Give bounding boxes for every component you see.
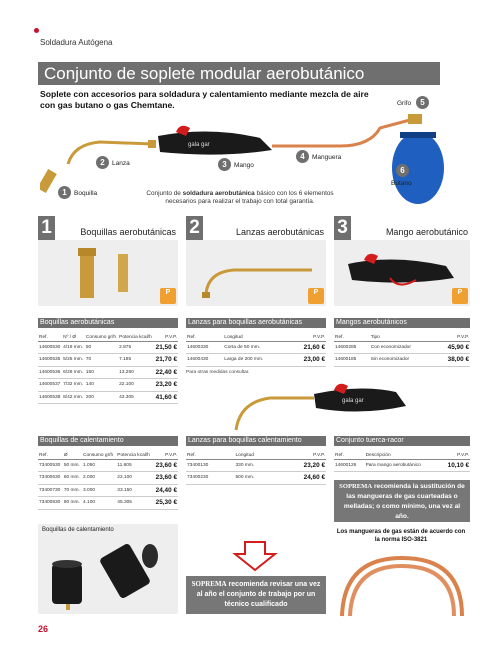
table-header-cell: Longitud	[223, 328, 288, 341]
price-cell: 23,60 €	[153, 459, 178, 472]
product-badge: P	[160, 288, 176, 304]
table-header-cell: P.V.P.	[153, 446, 178, 459]
svg-text:gala gar: gala gar	[342, 398, 364, 404]
table-boquillas-aerobutanicas: Boquillas aerobutánicas Ref. Nº / Ø Consumo gr/h Potencia kcal/h P.V.P. 14600530 4/19 mm. 50 2.875 21,50 € 14600535 5/25 mm. 70 7.185 21,70 € 14600536 6/29 mm. 150 13.260 22,40 € 14600537 7/32 mm. 140 22.100 23,20 € 14600538 8/42 mm. 200 43.305 41,60 €	[38, 318, 178, 404]
callout-2: 2	[96, 156, 109, 169]
table-cell: 4/19 mm.	[62, 341, 85, 354]
hose-norm-text: Los mangueras de gas están de acuerdo con la norma ISO-3821	[336, 529, 466, 543]
table-header-cell: Consumo gr/h	[82, 446, 116, 459]
table-cell: 7/32 mm.	[62, 379, 85, 392]
table-header-cell: P.V.P.	[154, 328, 178, 341]
table-cell: 73400530	[38, 459, 63, 472]
table-header-cell: Ref.	[334, 328, 370, 341]
table-cell: 5/25 mm.	[62, 354, 85, 367]
hose-shape	[272, 120, 410, 146]
price-cell: 22,40 €	[154, 366, 178, 379]
product-badge: P	[308, 288, 324, 304]
table-header-cell: Nº / Ø	[62, 328, 85, 341]
table-cell: Larga de 200 mm.	[223, 354, 288, 367]
price-cell: 21,70 €	[154, 354, 178, 367]
product-image-mango	[334, 240, 470, 306]
arrow-down-icon	[232, 540, 278, 572]
table-cell: 45.305	[116, 497, 153, 510]
table-row	[334, 341, 470, 354]
callout-3-label: Mango	[234, 162, 254, 169]
page-subtitle: Soplete con accesorios para soldadura y calentamiento mediante mezcla de aire con gas butano o gas Chemtane.	[40, 89, 369, 110]
table-row	[334, 459, 470, 472]
table-header-cell: Consumo gr/h	[85, 328, 118, 341]
brand-dot	[34, 28, 39, 33]
callout-4-label: Manguera	[312, 154, 342, 161]
table-cell: 22.100	[118, 379, 154, 392]
valve-shape	[408, 114, 422, 124]
category-lanzas: 2 Lanzas aerobutánicas	[186, 222, 326, 242]
section-label: Soldadura Autógena	[40, 38, 113, 47]
table-cell: Corta de 50 mm.	[223, 341, 288, 354]
table-cell: 14600285	[334, 341, 370, 354]
table-header-cell: Descripción	[365, 446, 440, 459]
table-cell: 3.000	[82, 484, 116, 497]
category-boquillas: 1 Boquillas aerobutánicas	[38, 222, 178, 242]
price-cell: 45,90 €	[434, 341, 470, 354]
product-image-boquillas	[38, 240, 178, 306]
table-cell: 330 mm.	[235, 459, 278, 472]
table-cell: 73400630	[38, 472, 63, 485]
table-cell: 14600185	[334, 354, 370, 367]
price-cell: 23,20 €	[154, 379, 178, 392]
table-cell: 43.305	[118, 391, 154, 404]
price-cell: 23,20 €	[277, 459, 326, 472]
page-number: 26	[38, 624, 49, 634]
category-mango: 3 Mango aerobutánico	[334, 222, 470, 242]
table-row	[38, 379, 178, 392]
table-cell: 73400830	[38, 497, 63, 510]
callout-6: 6	[396, 164, 409, 177]
table-cell: 80 mm.	[63, 497, 82, 510]
table-lanzas-aerobutanicas: Lanzas para boquillas aerobutánicas Ref. Longitud P.V.P. 14600330 Corta de 50 mm. 21,60 € 14600430 Larga de 200 mm. 23,00 € Para otras medidas consultar.	[186, 319, 325, 375]
table-row	[38, 497, 178, 510]
svg-text:gala gar: gala gar	[188, 142, 210, 148]
table-header-cell: Ref.	[38, 446, 63, 459]
table-cell: 200	[85, 391, 118, 404]
table-cell: 150	[85, 366, 118, 379]
table-cell: Sin economizador	[370, 354, 435, 367]
price-cell: 41,60 €	[154, 391, 178, 404]
callout-1-label: Boquilla	[74, 190, 98, 197]
callout-3: 3	[218, 158, 231, 171]
table-header-cell: Potencia kcal/h	[118, 328, 154, 341]
table-row	[38, 472, 178, 485]
table-header-cell: Ref.	[334, 446, 365, 459]
table-row	[186, 341, 326, 354]
price-cell: 10,10 €	[439, 459, 470, 472]
table-cell: 14600430	[186, 354, 223, 367]
callout-5-label: Grifo	[397, 100, 412, 107]
table-row	[186, 472, 326, 485]
table-cell: 7.185	[118, 354, 154, 367]
table-tuerca-racor: Conjunto tuerca-racor Ref. Descripción P.V.P. 14600126 Para mango aerobutánico 10,10 €	[334, 436, 470, 472]
callout-6-label: Butano	[391, 180, 412, 187]
table-header-cell: P.V.P.	[289, 328, 326, 341]
table-row	[38, 391, 178, 404]
table-row	[334, 354, 470, 367]
table-header-cell: Ø	[63, 446, 82, 459]
table-cell: 2.875	[118, 341, 154, 354]
callout-2-label: Lanza	[112, 160, 130, 167]
callout-4: 4	[296, 150, 309, 163]
price-cell: 23,00 €	[289, 354, 326, 367]
table-row	[38, 354, 178, 367]
gas-hose-illustration	[334, 548, 470, 618]
lance-shape	[68, 142, 152, 164]
table-header-cell: P.V.P.	[439, 446, 470, 459]
table-cell: 14600530	[38, 341, 62, 354]
table-row	[186, 459, 326, 472]
table-cell: 4.100	[82, 497, 116, 510]
table-cell: 6/29 mm.	[62, 366, 85, 379]
table-cell: 73400230	[186, 472, 235, 485]
price-cell: 38,00 €	[434, 354, 470, 367]
table-row	[38, 366, 178, 379]
table-header-cell: Tipo	[370, 328, 435, 341]
intro-text: Conjunto de soldadura aerobutánica básico con los 6 elementos necesarios para realizar el trabajo con total garantía.	[146, 190, 334, 205]
table-cell: 14600538	[38, 391, 62, 404]
table-mangos-aerobutanicos: Mangos aerobutánicos Ref. Tipo P.V.P. 14600285 Con economizador 45,90 € 14600185 Sin economizador 38,00 €	[334, 318, 470, 367]
table-cell: 14600126	[334, 459, 365, 472]
table-row	[38, 459, 178, 472]
table-cell: 500 mm.	[235, 472, 278, 485]
table-cell: 70 mm.	[63, 484, 82, 497]
notice-hoses: SOPREMA recomienda la sustitución de las mangueras de gas cuarteadas o melladas; o como mínimo, una vez al año.	[334, 480, 470, 522]
table-cell: 50 mm.	[63, 459, 82, 472]
table-header-cell: P.V.P.	[434, 328, 470, 341]
table-cell: 73400130	[186, 459, 235, 472]
table-header-cell: Ref.	[186, 446, 235, 459]
table-cell: 13.260	[118, 366, 154, 379]
notice-review: SOPREMA recomienda revisar una vez al año el conjunto de trabajo por un técnico cualificado	[186, 576, 326, 614]
table-cell: Para mango aerobutánico	[365, 459, 440, 472]
product-image-lanzas	[186, 240, 326, 306]
table-cell: 8/42 mm.	[62, 391, 85, 404]
table-row	[186, 354, 326, 367]
table-row	[38, 484, 178, 497]
table-header-cell: Ref.	[38, 328, 62, 341]
page-title: Conjunto de soplete modular aerobutánico	[38, 62, 440, 85]
price-cell: 21,50 €	[154, 341, 178, 354]
table-row	[38, 341, 178, 354]
table-cell: 14600535	[38, 354, 62, 367]
table-lanzas-calentamiento: Lanzas para boquillas calentamiento Ref. Longitud P.V.P. 73400130 330 mm. 23,20 € 73400230 500 mm. 24,60 €	[186, 436, 326, 485]
table-cell: 50	[85, 341, 118, 354]
price-cell: 25,30 €	[153, 497, 178, 510]
lanzas-note: Para otras medidas consultar.	[186, 369, 250, 375]
table-boquillas-calentamiento: Boquillas de calentamiento Ref. Ø Consumo gr/h Potencia kcal/h P.V.P. 73400530 50 mm. 1.050 11.605 23,60 € 73400630 60 mm. 2.000 22.100 23,60 € 73400730 70 mm. 3.000 33.150 24,40 € 73400830 80 mm. 4.100 45.305 25,30 €	[38, 436, 178, 510]
table-header-cell: Longitud	[235, 446, 278, 459]
table-cell: 11.605	[116, 459, 153, 472]
table-cell: 140	[85, 379, 118, 392]
table-cell: 70	[85, 354, 118, 367]
nozzle-shape	[40, 169, 57, 193]
price-cell: 23,60 €	[153, 472, 178, 485]
table-cell: 73400730	[38, 484, 63, 497]
product-image-boquillas-calentamiento: Boquillas de calentamiento	[38, 524, 178, 614]
table-header-cell: Ref.	[186, 328, 223, 341]
callout-5: 5	[416, 96, 429, 109]
table-cell: 60 mm.	[63, 472, 82, 485]
callout-1: 1	[58, 186, 71, 199]
handle-shape	[158, 131, 272, 154]
price-cell: 21,60 €	[289, 341, 326, 354]
lance-handle-illustration	[230, 372, 430, 432]
price-cell: 24,60 €	[277, 472, 326, 485]
table-cell: 2.000	[82, 472, 116, 485]
product-badge: P	[452, 288, 468, 304]
table-cell: Con economizador	[370, 341, 435, 354]
price-cell: 24,40 €	[153, 484, 178, 497]
table-cell: 22.100	[116, 472, 153, 485]
table-cell: 14600330	[186, 341, 223, 354]
table-cell: 33.150	[116, 484, 153, 497]
table-header-cell: Potencia kcal/h	[116, 446, 153, 459]
table-header-cell: P.V.P.	[277, 446, 326, 459]
table-cell: 14600537	[38, 379, 62, 392]
table-cell: 14600536	[38, 366, 62, 379]
table-cell: 1.050	[82, 459, 116, 472]
